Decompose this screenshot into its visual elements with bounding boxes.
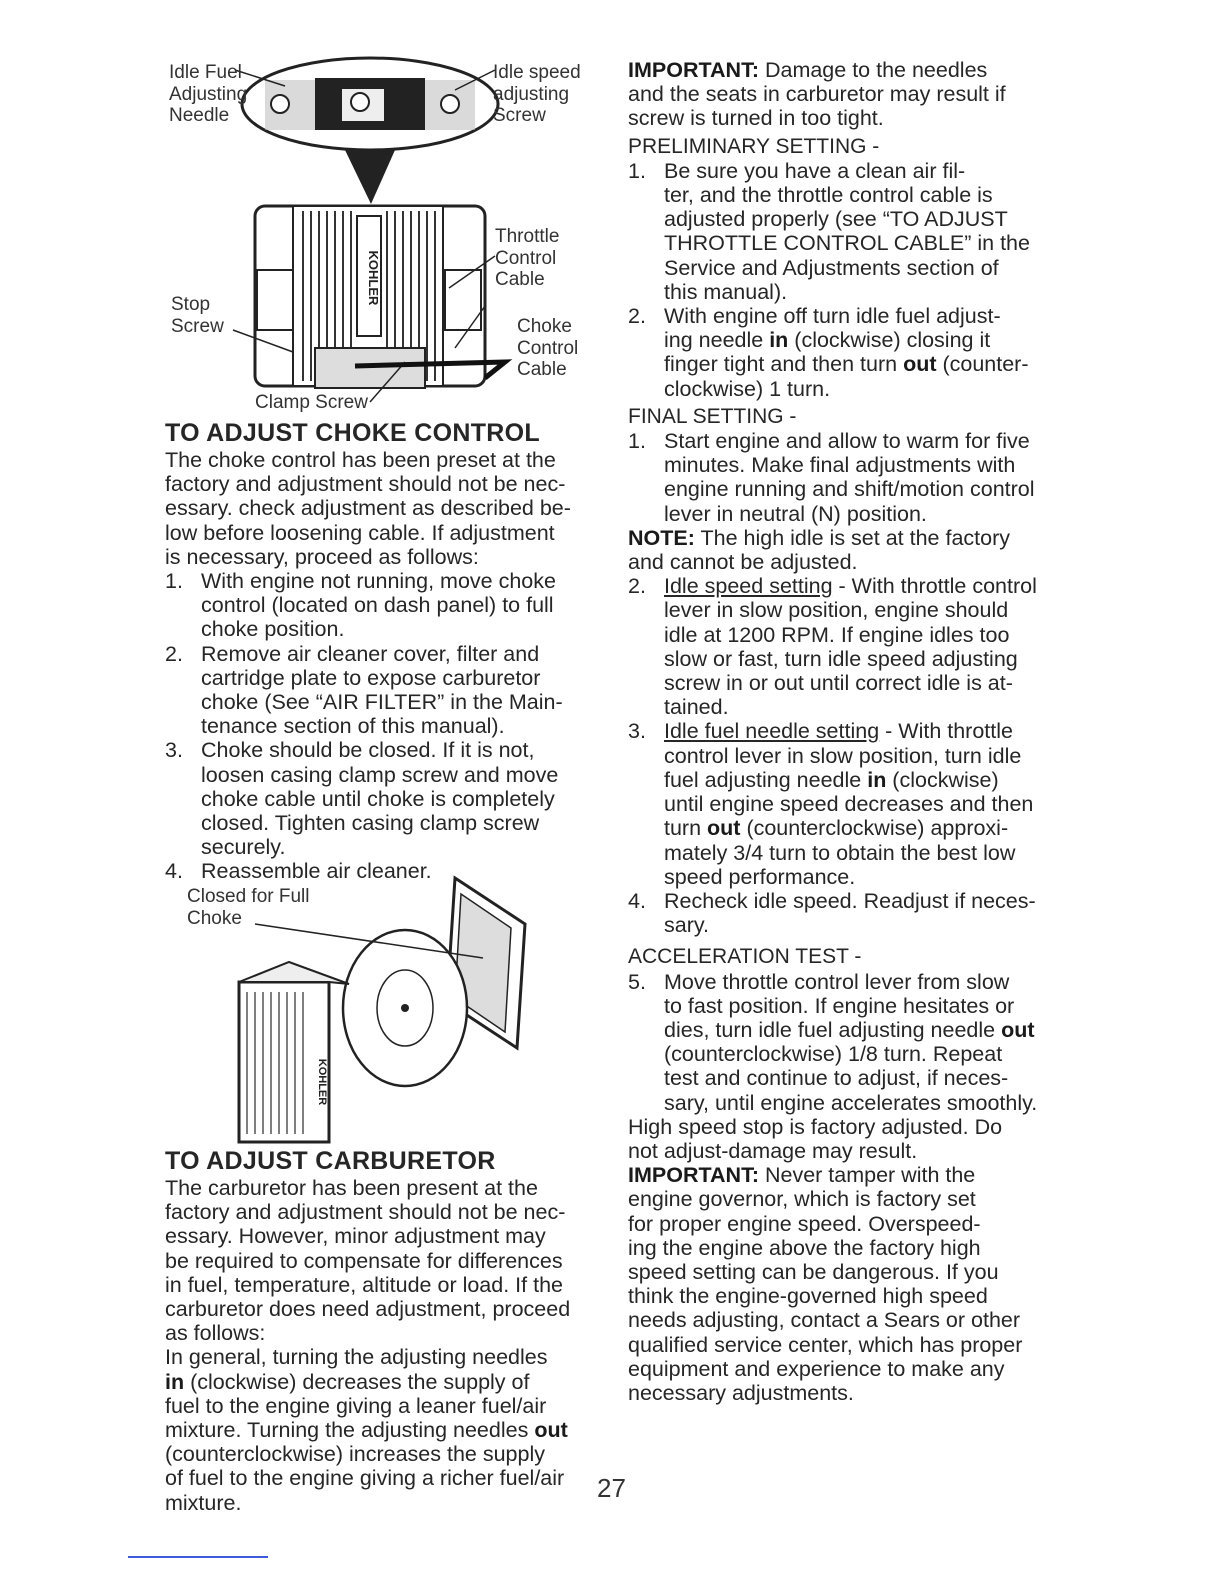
acceleration-heading: ACCELERATION TEST - bbox=[628, 945, 862, 969]
choke-step-4: 4. Reassemble air cleaner. bbox=[165, 859, 432, 884]
choke-step-1: 1. With engine not running, move choke control (located on dash panel) to full choke position. bbox=[165, 569, 556, 642]
choke-intro: The choke control has been preset at the factory and adjustment should not be nec- essary. check adjustment as described be- low before loosening cable. If adjustment is necessary, proceed as follows: bbox=[165, 448, 571, 569]
choke-control-section bbox=[165, 418, 605, 884]
idle-fuel-label: Idle Fuel Adjusting Needle bbox=[169, 62, 248, 126]
final-step-2: 2. Idle speed setting - With throttle control lever in slow position, engine should idle at 1200 RPM. If engine idles too slow or fast, turn idle speed adjusting screw in or out until correct idle is at- tained. bbox=[628, 574, 1037, 720]
prelim-step-2: 2. With engine off turn idle fuel adjust- ing needle in (clockwise) closing it finger tight and then turn out (counter- clockwise) 1 turn. bbox=[628, 304, 1029, 401]
brand-mark: KOHLER bbox=[366, 250, 381, 306]
footer-rule bbox=[128, 1556, 268, 1558]
carburetor-heading: TO ADJUST CARBURETOR bbox=[165, 1147, 496, 1175]
carburetor-general-paragraph: In general, turning the adjusting needles in (clockwise) decreases the supply of fuel to the engine giving a leaner fuel/air mixture. Turning the adjusting needles out (counterclockwise) increases the supply of fuel to the engine giving a richer fuel/air mixture. bbox=[165, 1345, 568, 1515]
carburetor-section bbox=[165, 1146, 605, 1515]
preliminary-heading: PRELIMINARY SETTING - bbox=[628, 134, 880, 158]
closed-full-choke-label: Closed for Full Choke bbox=[187, 886, 310, 929]
right-column bbox=[628, 58, 1068, 1405]
high-speed-note: High speed stop is factory adjusted. Do not adjust-damage may result. bbox=[628, 1114, 1003, 1163]
page-number: 27 bbox=[597, 1473, 626, 1503]
carburetor-intro: The carburetor has been present at the factory and adjustment should not be nec- essary. However, minor adjustment may be required to compensate for differences in fuel, temperature, altitude or load. If the carburetor does need adjustment, proceed as follows: bbox=[165, 1176, 571, 1346]
choke-cable-label: Choke Control Cable bbox=[517, 316, 579, 380]
accel-step-5: 5. Move throttle control lever from slow to fast position. If engine hesitates or dies, turn idle fuel adjusting needle out (counterclockwise) 1/8 turn. Repeat test and continue to adjust, if neces- sary, until engine accelerates smoothly. bbox=[628, 969, 1038, 1115]
idle-speed-label: Idle speed adjusting Screw bbox=[493, 62, 581, 126]
choke-step-2: 2. Remove air cleaner cover, filter and cartridge plate to expose carburetor choke (See “AIR FILTER” in the Main- tenance section of this manual). bbox=[165, 641, 563, 739]
clamp-screw-label: Clamp Screw bbox=[255, 392, 368, 413]
choke-step-3: 3. Choke should be closed. If it is not, loosen casing clamp screw and move choke cable until choke is completely closed. Tighten casing clamp screw securely. bbox=[165, 738, 559, 860]
note-high-idle: NOTE: The high idle is set at the factory and cannot be adjusted. bbox=[628, 525, 1010, 575]
final-setting-heading: FINAL SETTING - bbox=[628, 404, 797, 428]
important-needles-note: IMPORTANT: Damage to the needles and the seats in carburetor may result if screw is turned in too tight. bbox=[628, 58, 1006, 131]
filter-brand-mark: KOHLER bbox=[316, 1058, 328, 1106]
stop-screw-label: Stop Screw bbox=[171, 294, 224, 337]
engine-carburetor-figure bbox=[165, 56, 605, 418]
prelim-step-1: 1. Be sure you have a clean air fil- ter, and the throttle control cable is adjusted properly (see “TO ADJUST THROTTLE CONTROL CABLE” in the Service and Adjustments section of this manual). bbox=[628, 158, 1030, 304]
final-step-4: 4. Recheck idle speed. Readjust if neces- sary. bbox=[628, 888, 1036, 938]
final-step-1: 1. Start engine and allow to warm for five minutes. Make final adjustments with engine running and shift/motion control lever in neutral (N) position. bbox=[628, 429, 1035, 526]
final-step-3: 3. Idle fuel needle setting - With throttle control lever in slow position, turn idle fuel adjusting needle in (clockwise) until engine speed decreases and then turn out (counterclockwise) approxi- mately 3/4 turn to obtain the best low speed performance. bbox=[628, 719, 1034, 889]
choke-heading: TO ADJUST CHOKE CONTROL bbox=[165, 419, 540, 447]
air-filter-figure bbox=[165, 872, 605, 1148]
throttle-cable-label: Throttle Control Cable bbox=[495, 226, 560, 290]
important-governor-note: IMPORTANT: Never tamper with the engine governor, which is factory set for proper engine speed. Overspeed- ing the engine above the factory high speed setting can be dangerous. If you think the engine-governed high speed needs adjusting, contact a Sears or other qualified service center, which has proper equipment and experience to make any necessary adjustments. bbox=[628, 1163, 1023, 1405]
